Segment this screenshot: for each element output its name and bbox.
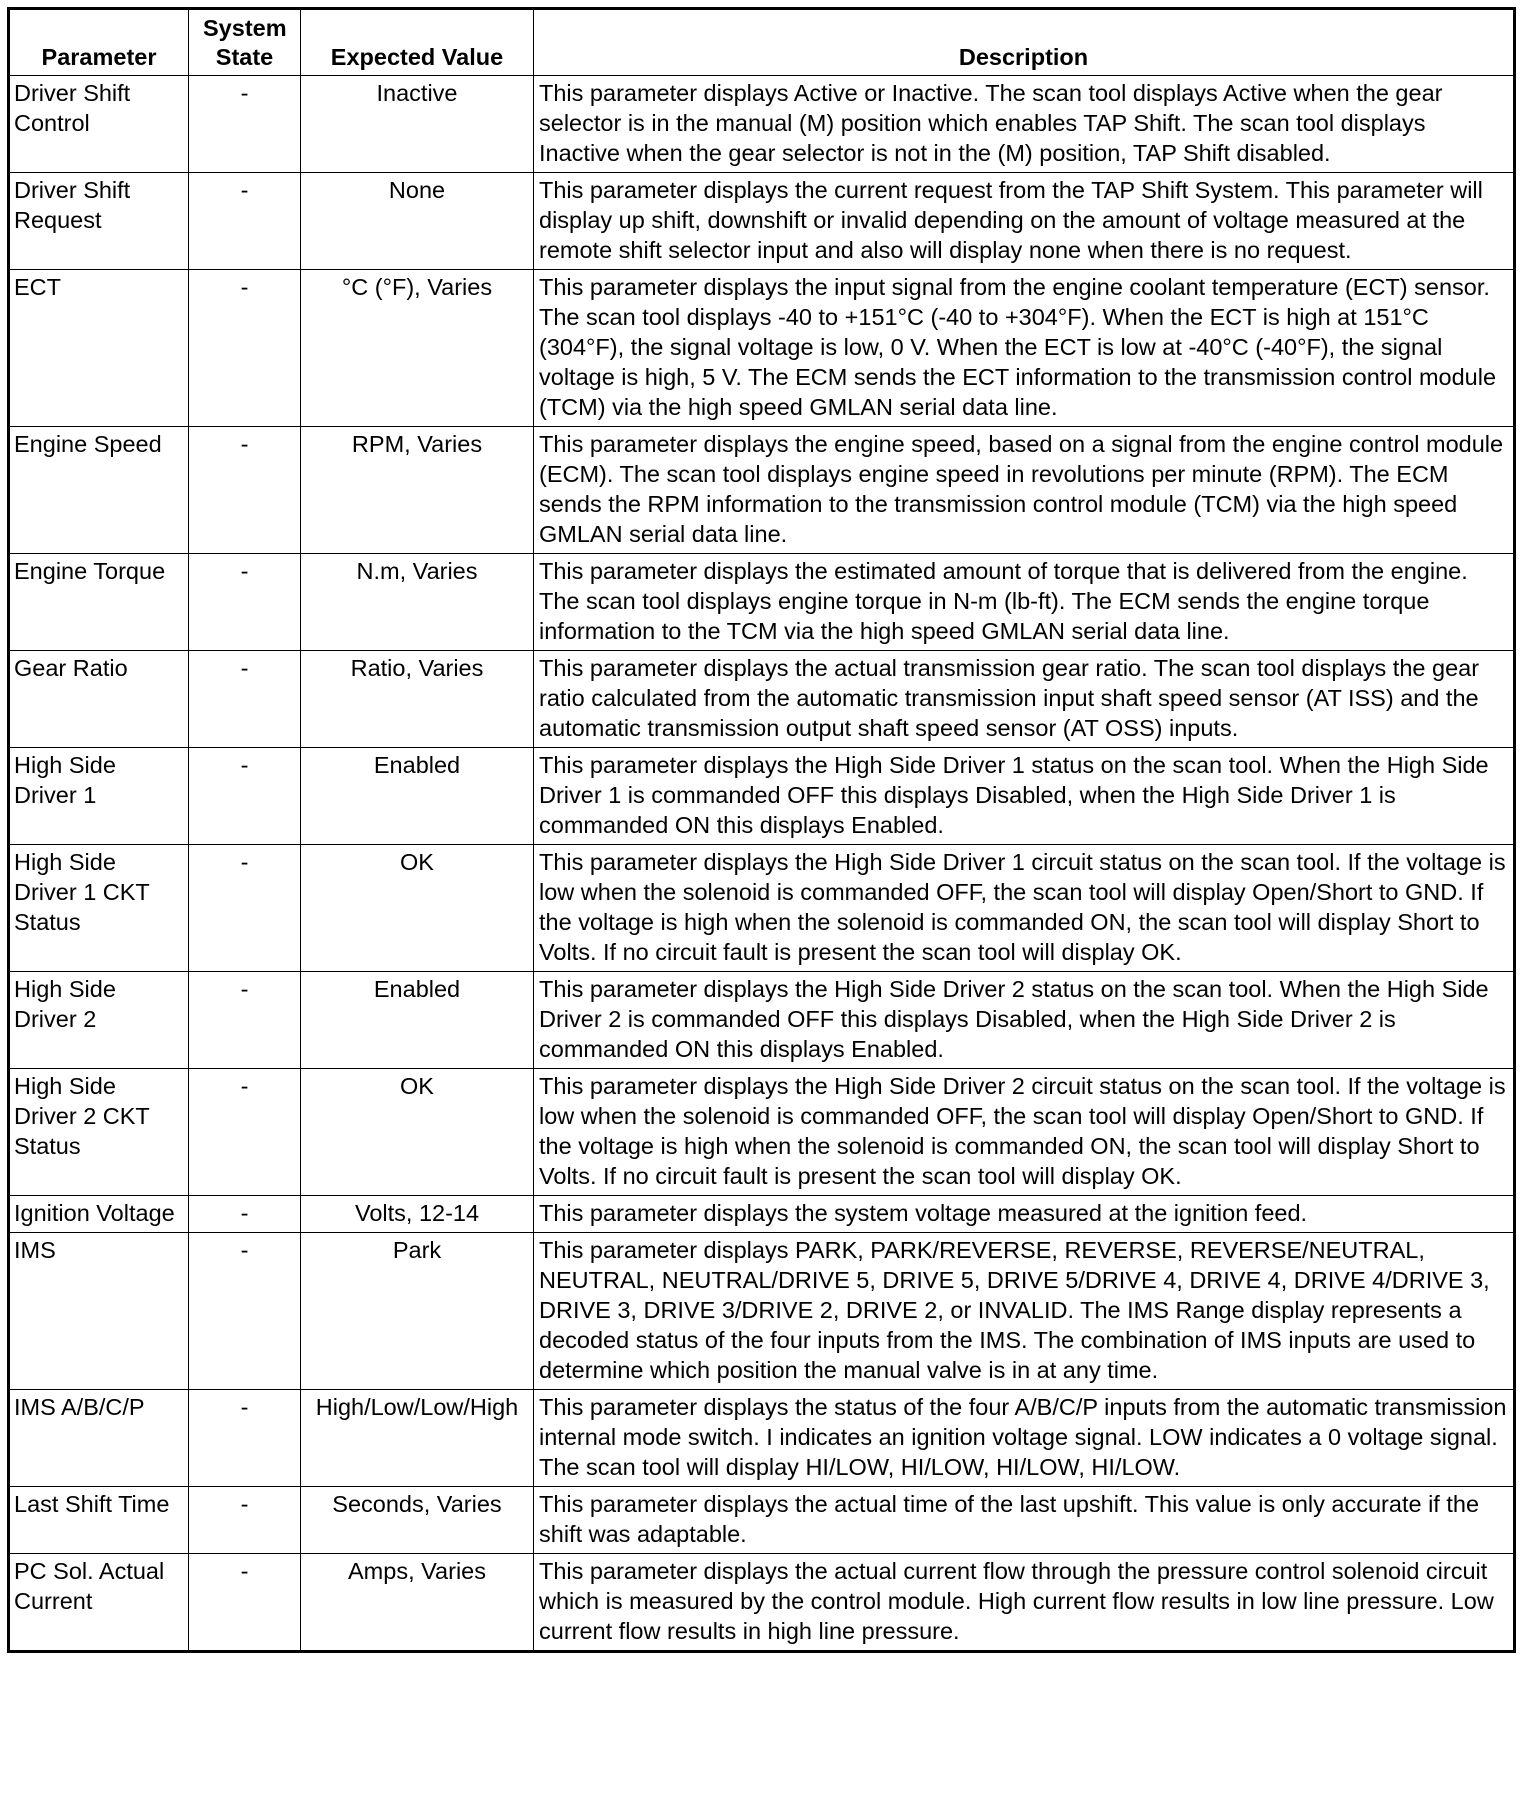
parameter-cell: Driver Shift Control (9, 76, 189, 173)
description-cell: This parameter displays the actual time of the last upshift. This value is only accurate if the shift was adaptable. (534, 1487, 1515, 1554)
parameter-cell: Engine Torque (9, 554, 189, 651)
system-state-cell: - (189, 554, 301, 651)
parameter-cell: PC Sol. Actual Current (9, 1554, 189, 1652)
header-parameter: Parameter (9, 9, 189, 76)
parameter-cell: Gear Ratio (9, 651, 189, 748)
system-state-cell: - (189, 1069, 301, 1196)
description-cell: This parameter displays the estimated amount of torque that is delivered from the engine. The scan tool displays engine torque in N-m (lb-ft). The ECM sends the engine torque information to the TCM via the high speed GMLAN serial data line. (534, 554, 1515, 651)
description-cell: This parameter displays Active or Inactive. The scan tool displays Active when the gear selector is in the manual (M) position which enables TAP Shift. The scan tool displays Inactive when the gear selector is not in the (M) position, TAP Shift disabled. (534, 76, 1515, 173)
description-cell: This parameter displays the High Side Driver 2 circuit status on the scan tool. If the voltage is low when the solenoid is commanded OFF, the scan tool will display Open/Short to GND. If the voltage is high when the solenoid is commanded ON, the scan tool will display Short to Volts. If no circuit fault is present the scan tool will display OK. (534, 1069, 1515, 1196)
expected-value-cell: None (301, 173, 534, 270)
description-cell: This parameter displays the actual transmission gear ratio. The scan tool displays the gear ratio calculated from the automatic transmission input shaft speed sensor (AT ISS) and the automatic transmission output shaft speed sensor (AT OSS) inputs. (534, 651, 1515, 748)
system-state-cell: - (189, 1487, 301, 1554)
parameter-cell: IMS A/B/C/P (9, 1390, 189, 1487)
system-state-cell: - (189, 748, 301, 845)
table-row (9, 1233, 1515, 1390)
expected-value-cell: Enabled (301, 748, 534, 845)
header-description: Description (534, 9, 1515, 76)
parameter-cell: Last Shift Time (9, 1487, 189, 1554)
system-state-cell: - (189, 1196, 301, 1233)
header-expected-value: Expected Value (301, 9, 534, 76)
parameter-cell: Engine Speed (9, 427, 189, 554)
table-row (9, 1196, 1515, 1233)
system-state-cell: - (189, 270, 301, 427)
expected-value-cell: Park (301, 1233, 534, 1390)
system-state-cell: - (189, 845, 301, 972)
table-row (9, 1487, 1515, 1554)
parameter-cell: ECT (9, 270, 189, 427)
description-cell: This parameter displays the input signal from the engine coolant temperature (ECT) sensor. The scan tool displays -40 to +151°C (-40 to +304°F). When the ECT is high at 151°C (304°F), the signal voltage is low, 0 V. When the ECT is low at -40°C (-40°F), the signal voltage is high, 5 V. The ECM sends the ECT information to the transmission control module (TCM) via the high speed GMLAN serial data line. (534, 270, 1515, 427)
parameter-cell: Ignition Voltage (9, 1196, 189, 1233)
table-row (9, 748, 1515, 845)
description-cell: This parameter displays the actual current flow through the pressure control solenoid circuit which is measured by the control module. High current flow results in low line pressure. Low current flow results in high line pressure. (534, 1554, 1515, 1652)
description-cell: This parameter displays the system voltage measured at the ignition feed. (534, 1196, 1515, 1233)
system-state-cell: - (189, 1554, 301, 1652)
table-row (9, 554, 1515, 651)
table-row (9, 76, 1515, 173)
parameter-cell: High Side Driver 2 (9, 972, 189, 1069)
header-system-state: System State (189, 9, 301, 76)
expected-value-cell: Seconds, Varies (301, 1487, 534, 1554)
table-row (9, 1390, 1515, 1487)
system-state-cell: - (189, 76, 301, 173)
table-row (9, 427, 1515, 554)
system-state-cell: - (189, 1390, 301, 1487)
table-row (9, 845, 1515, 972)
table-row (9, 972, 1515, 1069)
system-state-cell: - (189, 173, 301, 270)
expected-value-cell: °C (°F), Varies (301, 270, 534, 427)
parameter-table (7, 7, 1516, 1653)
system-state-cell: - (189, 1233, 301, 1390)
description-cell: This parameter displays the High Side Driver 1 circuit status on the scan tool. If the voltage is low when the solenoid is commanded OFF, the scan tool will display Open/Short to GND. If the voltage is high when the solenoid is commanded ON, the scan tool will display Short to Volts. If no circuit fault is present the scan tool will display OK. (534, 845, 1515, 972)
expected-value-cell: OK (301, 1069, 534, 1196)
table-row (9, 1554, 1515, 1652)
table-row (9, 173, 1515, 270)
table-row (9, 651, 1515, 748)
system-state-cell: - (189, 651, 301, 748)
parameter-cell: High Side Driver 2 CKT Status (9, 1069, 189, 1196)
expected-value-cell: Volts, 12-14 (301, 1196, 534, 1233)
description-cell: This parameter displays the engine speed, based on a signal from the engine control module (ECM). The scan tool displays engine speed in revolutions per minute (RPM). The ECM sends the RPM information to the transmission control module (TCM) via the high speed GMLAN serial data line. (534, 427, 1515, 554)
table-row (9, 1069, 1515, 1196)
table-row (9, 270, 1515, 427)
description-cell: This parameter displays the current request from the TAP Shift System. This parameter will display up shift, downshift or invalid depending on the amount of voltage measured at the remote shift selector input and also will display none when there is no request. (534, 173, 1515, 270)
expected-value-cell: Enabled (301, 972, 534, 1069)
system-state-cell: - (189, 427, 301, 554)
expected-value-cell: OK (301, 845, 534, 972)
expected-value-cell: High/Low/Low/High (301, 1390, 534, 1487)
expected-value-cell: RPM, Varies (301, 427, 534, 554)
parameter-cell: Driver Shift Request (9, 173, 189, 270)
parameter-cell: High Side Driver 1 CKT Status (9, 845, 189, 972)
description-cell: This parameter displays the High Side Driver 1 status on the scan tool. When the High Side Driver 1 is commanded OFF this displays Disabled, when the High Side Driver 1 is commanded ON this displays Enabled. (534, 748, 1515, 845)
header-row (9, 9, 1515, 76)
parameter-table-wrapper (7, 7, 1516, 1653)
parameter-cell: IMS (9, 1233, 189, 1390)
expected-value-cell: Ratio, Varies (301, 651, 534, 748)
description-cell: This parameter displays the status of the four A/B/C/P inputs from the automatic transmission internal mode switch. I indicates an ignition voltage signal. LOW indicates a 0 voltage signal. The scan tool will display HI/LOW, HI/LOW, HI/LOW, HI/LOW. (534, 1390, 1515, 1487)
description-cell: This parameter displays PARK, PARK/REVERSE, REVERSE, REVERSE/NEUTRAL, NEUTRAL, NEUTRAL/DRIVE 5, DRIVE 5, DRIVE 5/DRIVE 4, DRIVE 4, DRIVE 4/DRIVE 3, DRIVE 3, DRIVE 3/DRIVE 2, DRIVE 2, or INVALID. The IMS Range display represents a decoded status of the four inputs from the IMS. The combination of IMS inputs are used to determine which position the manual valve is in at any time. (534, 1233, 1515, 1390)
expected-value-cell: N.m, Varies (301, 554, 534, 651)
description-cell: This parameter displays the High Side Driver 2 status on the scan tool. When the High Side Driver 2 is commanded OFF this displays Disabled, when the High Side Driver 2 is commanded ON this displays Enabled. (534, 972, 1515, 1069)
system-state-cell: - (189, 972, 301, 1069)
expected-value-cell: Amps, Varies (301, 1554, 534, 1652)
expected-value-cell: Inactive (301, 76, 534, 173)
parameter-cell: High Side Driver 1 (9, 748, 189, 845)
